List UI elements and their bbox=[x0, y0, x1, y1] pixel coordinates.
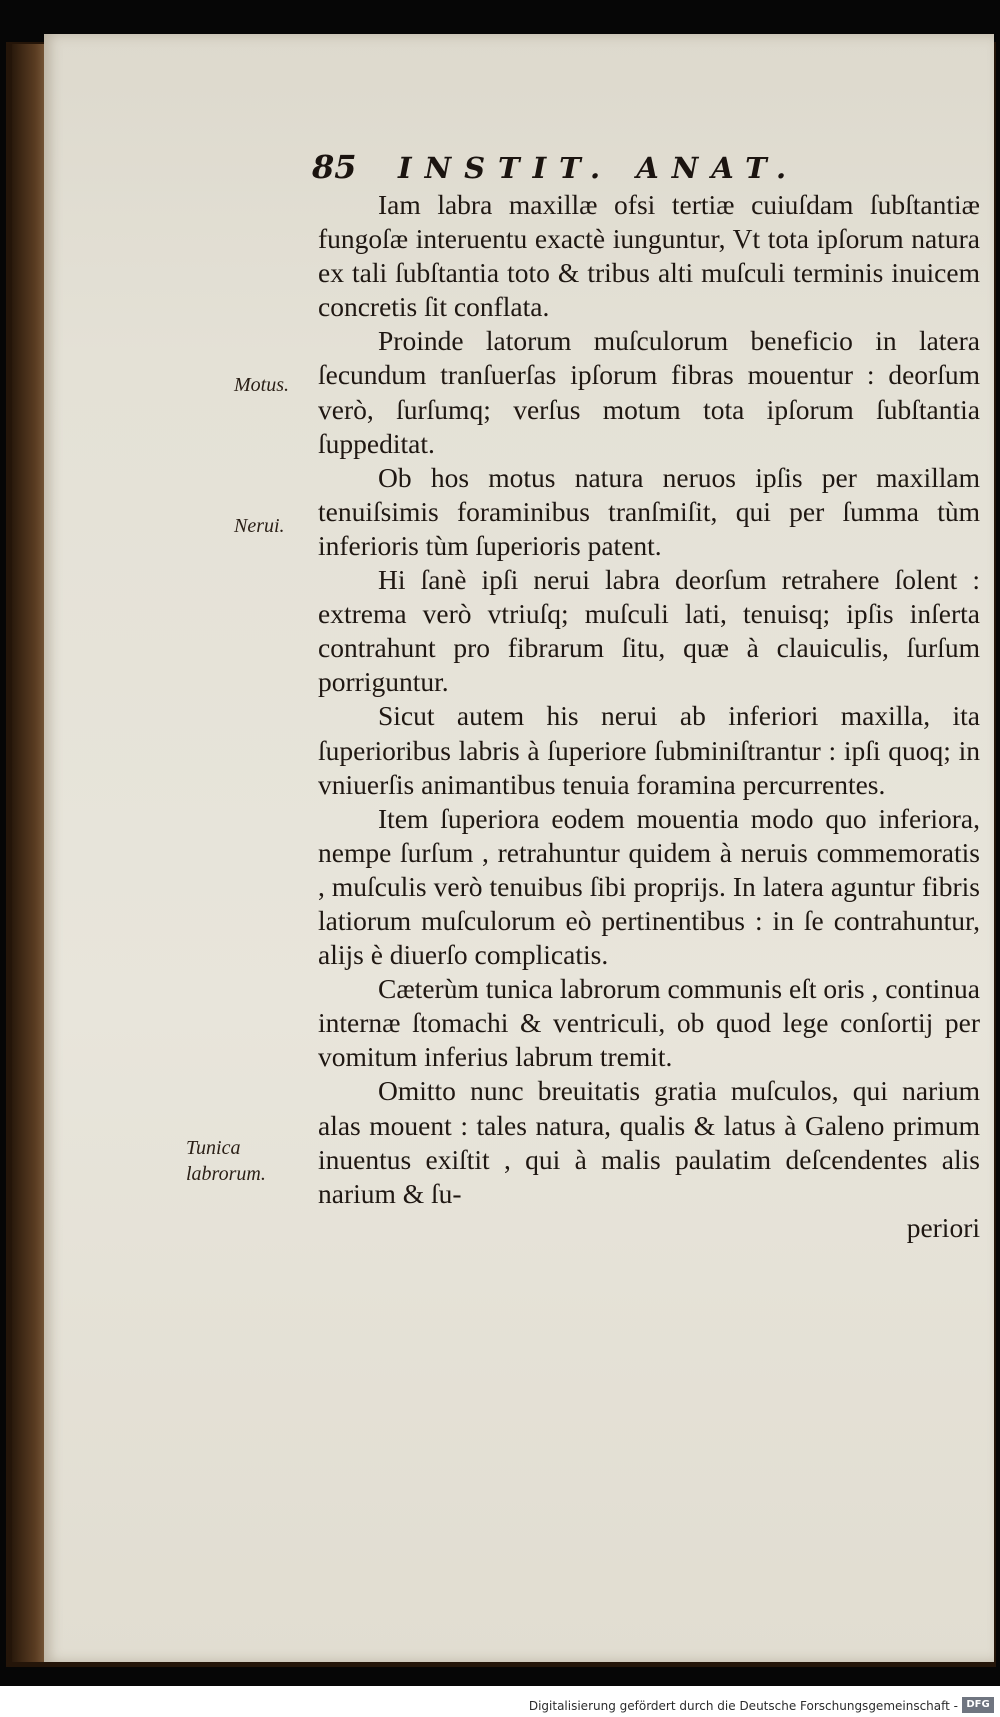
body-text bbox=[318, 188, 980, 1245]
paragraph: Hi ſanè ipſi nerui labra deorſum retrahere ſolent : extrema verò vtriuſq; muſculi lati, tenuisq; ipſis inſerta contrahunt pro fibrarum ſitu, quæ à clauiculis, ſurſum porriguntur. bbox=[318, 564, 980, 698]
paragraph: Proinde latorum muſculorum beneficio in latera ſecundum tranſuerſas ipſorum fibras mouentur : deorſum verò, ſurſumq; verſus motum tota ipſorum ſubſtantia ſuppeditat. bbox=[318, 325, 980, 459]
page-number: 85 bbox=[312, 148, 357, 186]
paragraph: Item ſuperiora eodem mouentia modo quo inferiora, nempe ſurſum , retrahuntur quidem à neruis commemoratis , muſculis verò tenuibus ſibi proprijs. In latera aguntur fibris latiorum muſculorum eò pertinentibus : in ſe contrahuntur, alijs è diuerſo complicatis. bbox=[318, 802, 980, 971]
paragraph: Sicut autem his nerui ab inferiori maxilla, ita ſuperioribus labris à ſuperiore ſubminiſtrantur : ipſi quoq; in vniuerſis animantibus tenuia foramina percurrentes. bbox=[318, 700, 980, 800]
paragraph: Omitto nunc breuitatis gratia muſculos, qui narium alas mouent : tales natura, qualis & latus à Galeno primum inuentus exiſtit , qui à malis paulatim deſcendentes alis narium & ſu- bbox=[318, 1075, 980, 1209]
dfg-logo-icon: DFG bbox=[962, 1697, 994, 1713]
paragraph: Cæterùm tunica labrorum communis eſt oris , continua internæ ſtomachi & ventriculi, ob quod lege conſortij per vomitum inferius labrum tremit. bbox=[318, 973, 980, 1073]
paragraph: Ob hos motus natura neruos ipſis per maxillam tenuiſsimis foraminibus tranſmiſit, qui per ſumma tùm inferioris tùm ſuperioris patent. bbox=[318, 461, 980, 561]
margin-note-tunica-labrorum: Tunica labrorum. bbox=[186, 1137, 266, 1185]
funding-credit: Digitalisierung gefördert durch die Deutsche Forschungsgemeinschaft - bbox=[528, 1699, 958, 1713]
catchword: periori bbox=[906, 1211, 980, 1243]
margin-note-nerui: Nerui. bbox=[234, 515, 285, 537]
running-head-title: INSTIT. ANAT. bbox=[398, 151, 800, 185]
paragraph: Iam labra maxillæ ofsi tertiæ cuiuſdam ſubſtantiæ fungoſæ interuentu exactè iunguntur, Vt tota ipſorum natura ex tali ſubſtantia toto & tribus alti muſculi terminis inuicem concretis ſit conflata. bbox=[318, 189, 980, 323]
margin-note-motus: Motus. bbox=[234, 374, 289, 396]
